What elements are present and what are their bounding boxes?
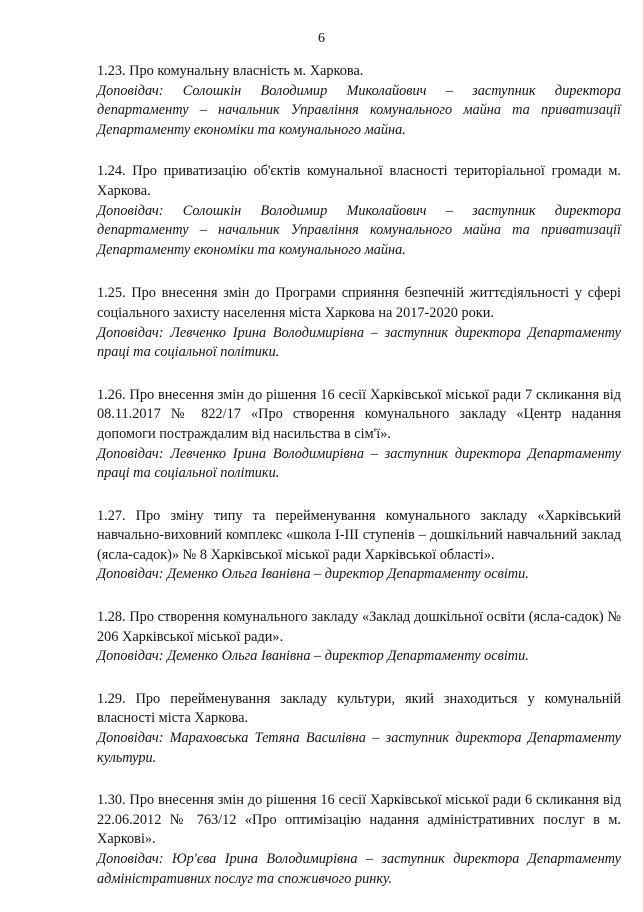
agenda-item-title: 1.23. Про комунальну власність м. Харкова. xyxy=(97,63,364,79)
agenda-item-1-29 xyxy=(97,690,621,768)
agenda-item-title: 1.29. Про перейменування закладу культури, який знаходиться у комунальній власності міста Харкова. xyxy=(97,690,621,727)
agenda-item-speaker: Доповідач: Солошкін Володимир Миколайович – заступник директора департаменту – начальник Управління комунального майна та приватизації Департаменту економіки та комунального майна. xyxy=(97,202,621,258)
agenda-item-title: 1.30. Про внесення змін до рішення 16 сесії Харківської міської ради 6 скликання від 22.06.2012 № 763/12 «Про оптимізацію надання адміністративних послуг в м. Харкові». xyxy=(97,792,621,848)
agenda-item-speaker: Доповідач: Деменко Ольга Іванівна – директор Департаменту освіти. xyxy=(97,648,529,665)
agenda-item-speaker: Доповідач: Мараховська Тетяна Василівна – заступник директора Департаменту культури. xyxy=(97,730,621,766)
agenda-item-speaker: Доповідач: Левченко Ірина Володимирівна – заступник директора Департаменту праці та соціальної політики. xyxy=(97,324,621,361)
agenda-item-speaker: Доповідач: Деменко Ольга Іванівна – директор Департаменту освіти. xyxy=(97,566,529,583)
agenda-item-title: 1.26. Про внесення змін до рішення 16 сесії Харківської міської ради 7 скликання від 08.11.2017 № 822/17 «Про створення комунального закладу «Центр надання допомоги постраждалим від насильства в сім'ї». xyxy=(97,386,621,442)
agenda-item-speaker: Доповідач: Солошкін Володимир Миколайович – заступник директора департаменту – начальник Управління комунального майна та приватизації Департаменту економіки та комунального майна. xyxy=(97,82,621,138)
agenda-item-1-26 xyxy=(97,386,621,484)
agenda-item-title: 1.28. Про створення комунального закладу «Заклад дошкільної освіти (ясла-садок) № 206 Харківської міської ради». xyxy=(97,609,621,645)
agenda-item-title: 1.27. Про зміну типу та перейменування комунального закладу «Харківський навчально-виховний комплекс «школа І-ІІІ ступенів – дошкільний навчальний заклад (ясла-садок)» № 8 Харківської міської ради Харківської області». xyxy=(97,507,621,563)
agenda-item-1-24 xyxy=(97,162,621,260)
agenda-item-1-25 xyxy=(97,284,621,362)
agenda-item-title: 1.25. Про внесення змін до Програми сприяння безпечній життєдіяльності у сфері соціального захисту населення міста Харкова на 2017-2020 роки. xyxy=(97,285,621,321)
page-number: 6 xyxy=(318,31,325,46)
agenda-item-1-30 xyxy=(97,791,621,889)
agenda-item-1-27 xyxy=(97,507,621,585)
agenda-item-speaker: Доповідач: Левченко Ірина Володимирівна – заступник директора Департаменту праці та соціальної політики. xyxy=(97,445,621,482)
agenda-item-1-28 xyxy=(97,608,621,667)
agenda-item-1-23 xyxy=(97,62,621,140)
agenda-list xyxy=(97,62,621,912)
agenda-item-title: 1.24. Про приватизацію об'єктів комунальної власності територіальної громади м. Харкова. xyxy=(97,163,621,199)
agenda-item-speaker: Доповідач: Юр'єва Ірина Володимирівна – заступник директора Департаменту адміністративних послуг та споживчого ринку. xyxy=(97,851,621,887)
